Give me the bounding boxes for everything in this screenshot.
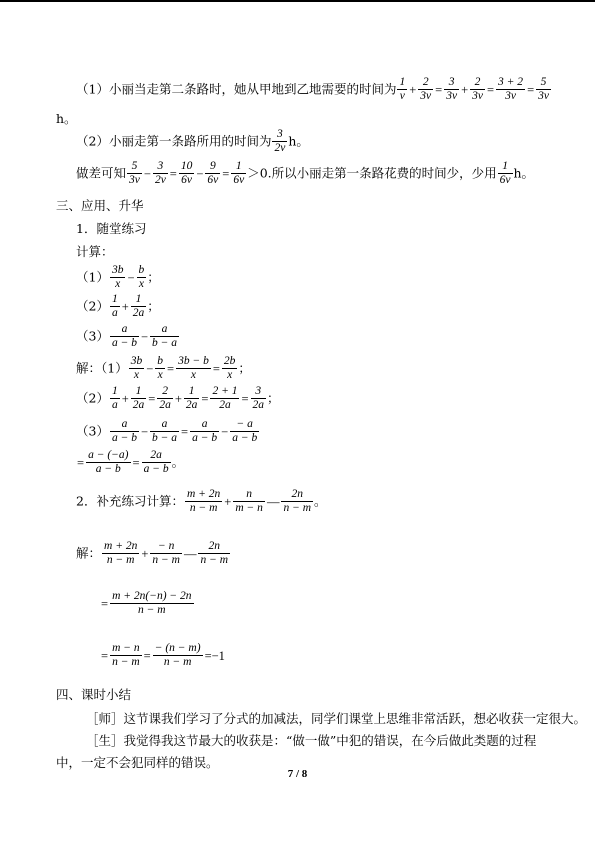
para-road-one xyxy=(76,128,309,155)
fraction: $\frac{5}{3v}$ xyxy=(129,160,140,186)
exercise-label: （1） xyxy=(76,269,109,285)
hour-unit: h。 xyxy=(513,165,535,181)
para-difference-lead: 做差可知 xyxy=(76,165,127,181)
fraction: $\frac{a}{b - a}$ xyxy=(152,418,178,444)
exercise-3: （3） $\frac{a}{a - b}$ − $\frac{a}{b - a}$ xyxy=(76,323,178,349)
page-number: 7 / 8 xyxy=(287,768,308,780)
solution-1: 解：（1） $\frac{3b}{x}$ − $\frac{b}{x}$ = $\frac{3b - b}{x}$ = $\frac{2b}{x}$ ； xyxy=(76,355,251,381)
fraction: $\frac{3}{2v}$ xyxy=(154,160,166,186)
result-value: =−1 xyxy=(204,648,225,663)
section-heading-summary: 四、课时小结 xyxy=(56,687,132,702)
fraction: $\frac{2 + 1}{2a}$ xyxy=(212,385,238,411)
supplementary-exercise: 2．补充练习计算： $\frac{m + 2n}{n - m}$ + $\frac{n}{m - n}$ — $\frac{2n}{n - m}$ 。 xyxy=(76,488,327,514)
fraction: $\frac{2b}{x}$ xyxy=(223,355,236,381)
supplementary-solution: 解： $\frac{m + 2n}{n - m}$ + $\frac{- n}{n - m}$ — $\frac{2n}{n - m}$ xyxy=(76,540,229,566)
fraction: $\frac{a}{a - b}$ xyxy=(111,418,137,444)
student-remark-continued: 中，一定不会犯同样的错误。 xyxy=(56,755,219,770)
fraction: $\frac{m - n}{n - m}$ xyxy=(112,642,140,668)
solution-label: 解： xyxy=(76,545,102,561)
fraction: $\frac{m + 2n}{n - m}$ xyxy=(186,488,221,514)
label-calc: 计算： xyxy=(76,244,114,259)
fraction: $\frac{a}{a - b}$ xyxy=(192,418,218,444)
supplementary-step-3: = $\frac{m - n}{n - m}$ = $\frac{- (n - m)}{n - m}$ =−1 xyxy=(101,642,225,668)
fraction: $\frac{3}{2a}$ xyxy=(252,385,265,411)
fraction: $\frac{2n}{n - m}$ xyxy=(283,488,312,514)
hour-unit: h。 xyxy=(288,133,309,149)
fraction: $\frac{3b}{x}$ xyxy=(130,355,143,381)
supplementary-step-2: = $\frac{m + 2n(-n) - 2n}{n - m}$ xyxy=(101,590,192,616)
solution-label: 解：（1） xyxy=(76,360,128,376)
para-road-two: （1）小丽当走第二条路时，她从甲地到乙地需要的时间为 $\frac{1}{v}$ + $\frac{2}{3v}$ = $\frac{3}{3v}$ + $\frac{2}{3v}$ = $\frac{3 + 2}{3v}$ = $\frac{5}{3v}$ xyxy=(76,76,549,102)
solution-2: （2） $\frac{1}{a}$ + $\frac{1}{2a}$ = $\frac{2}{2a}$ + $\frac{1}{2a}$ = $\frac{2 + 1}{2a}$ = $\frac{3}{2a}$ ； xyxy=(76,385,280,411)
fraction: $\frac{- n}{n - m}$ xyxy=(152,540,180,566)
fraction: $\frac{1}{a}$ xyxy=(111,293,118,319)
para-difference: 做差可知 $\frac{5}{3v}$ − $\frac{3}{2v}$ = $\frac{10}{6v}$ − $\frac{9}{6v}$ = $\frac{1}{6v}$ ＞0.所以小丽走第一条路花费的时间少，少用 $\frac{1}{6v}$ h。 xyxy=(76,160,535,186)
exercise-2: （2） $\frac{1}{a}$ + $\frac{1}{2a}$ ； xyxy=(76,293,160,319)
fraction: $\frac{3b - b}{x}$ xyxy=(178,355,209,381)
fraction: $\frac{1}{6v}$ xyxy=(499,160,511,186)
solution-label: （2） xyxy=(76,390,109,406)
fraction: $\frac{a - (-a)}{a - b}$ xyxy=(88,449,129,475)
solution-3-continued: = $\frac{a - (-a)}{a - b}$ = $\frac{2a}{a - b}$ 。 xyxy=(77,449,185,475)
fraction: $\frac{n}{m - n}$ xyxy=(235,488,263,514)
fraction: $\frac{- a}{a - b}$ xyxy=(232,418,258,444)
hour-unit: h。 xyxy=(56,111,77,126)
fraction: $\frac{3}{2v}$ xyxy=(274,128,286,154)
fraction: $\frac{10}{6v}$ xyxy=(180,160,193,186)
fraction: $\frac{1}{2a}$ xyxy=(132,293,145,319)
fraction: $\frac{a}{b - a}$ xyxy=(152,323,178,349)
student-remark: ［生］我觉得我这节最大的收获是：“做一做”中犯的错误，在今后做此类题的过程 xyxy=(86,733,537,748)
fraction: $\frac{1}{2a}$ xyxy=(185,385,198,411)
fraction: $\frac{a}{a - b}$ xyxy=(111,323,137,349)
subheading-practice: 1．随堂练习 xyxy=(76,221,147,236)
fraction: $\frac{b}{x}$ xyxy=(157,355,164,381)
fraction: $\frac{2}{3v}$ xyxy=(472,76,483,102)
fraction: $\frac{m + 2n(-n) - 2n}{n - m}$ xyxy=(112,590,192,616)
teacher-remark: ［师］这节课我们学习了分式的加减法，同学们课堂上思维非常活跃，想必收获一定很大。 xyxy=(86,711,587,726)
exercise-label: （3） xyxy=(76,328,109,344)
para-difference-conclusion: ＞0.所以小丽走第一条路花费的时间少，少用 xyxy=(247,165,497,181)
fraction: $\frac{- (n - m)}{n - m}$ xyxy=(154,642,201,668)
fraction: $\frac{3}{3v}$ xyxy=(446,76,458,102)
top-rule xyxy=(0,0,595,2)
fraction: $\frac{1}{a}$ xyxy=(111,385,118,411)
fraction: $\frac{3b}{x}$ xyxy=(111,264,124,290)
solution-3: （3） $\frac{a}{a - b}$ − $\frac{a}{b - a}$ = $\frac{a}{a - b}$ − $\frac{- a}{a - b}$ xyxy=(76,418,258,444)
fraction: $\frac{m + 2n}{n - m}$ xyxy=(104,540,138,566)
section-heading-apply: 三、应用、升华 xyxy=(56,198,144,213)
para-road-one-text: （2）小丽走第一条路所用的时间为 xyxy=(76,133,272,149)
fraction: $\frac{2a}{a - b}$ xyxy=(143,449,169,475)
fraction: $\frac{3 + 2}{3v}$ xyxy=(498,76,524,102)
solution-label: （3） xyxy=(76,423,109,439)
fraction: $\frac{1}{2a}$ xyxy=(132,385,145,411)
exercise-label: （2） xyxy=(76,298,109,314)
para-road-two-text: （1）小丽当走第二条路时，她从甲地到乙地需要的时间为 xyxy=(76,81,397,97)
fraction: $\frac{1}{v}$ xyxy=(399,76,406,102)
fraction: $\frac{2n}{n - m}$ xyxy=(200,540,229,566)
fraction: $\frac{b}{x}$ xyxy=(138,264,145,290)
fraction: $\frac{5}{3v}$ xyxy=(538,76,549,102)
fraction: $\frac{2}{2a}$ xyxy=(159,385,171,411)
fraction: $\frac{2}{3v}$ xyxy=(420,76,432,102)
fraction: $\frac{1}{6v}$ xyxy=(233,160,245,186)
exercise-1: （1） $\frac{3b}{x}$ − $\frac{b}{x}$ ； xyxy=(76,264,160,290)
supplementary-label: 2．补充练习计算： xyxy=(76,493,184,509)
fraction: $\frac{9}{6v}$ xyxy=(207,160,219,186)
